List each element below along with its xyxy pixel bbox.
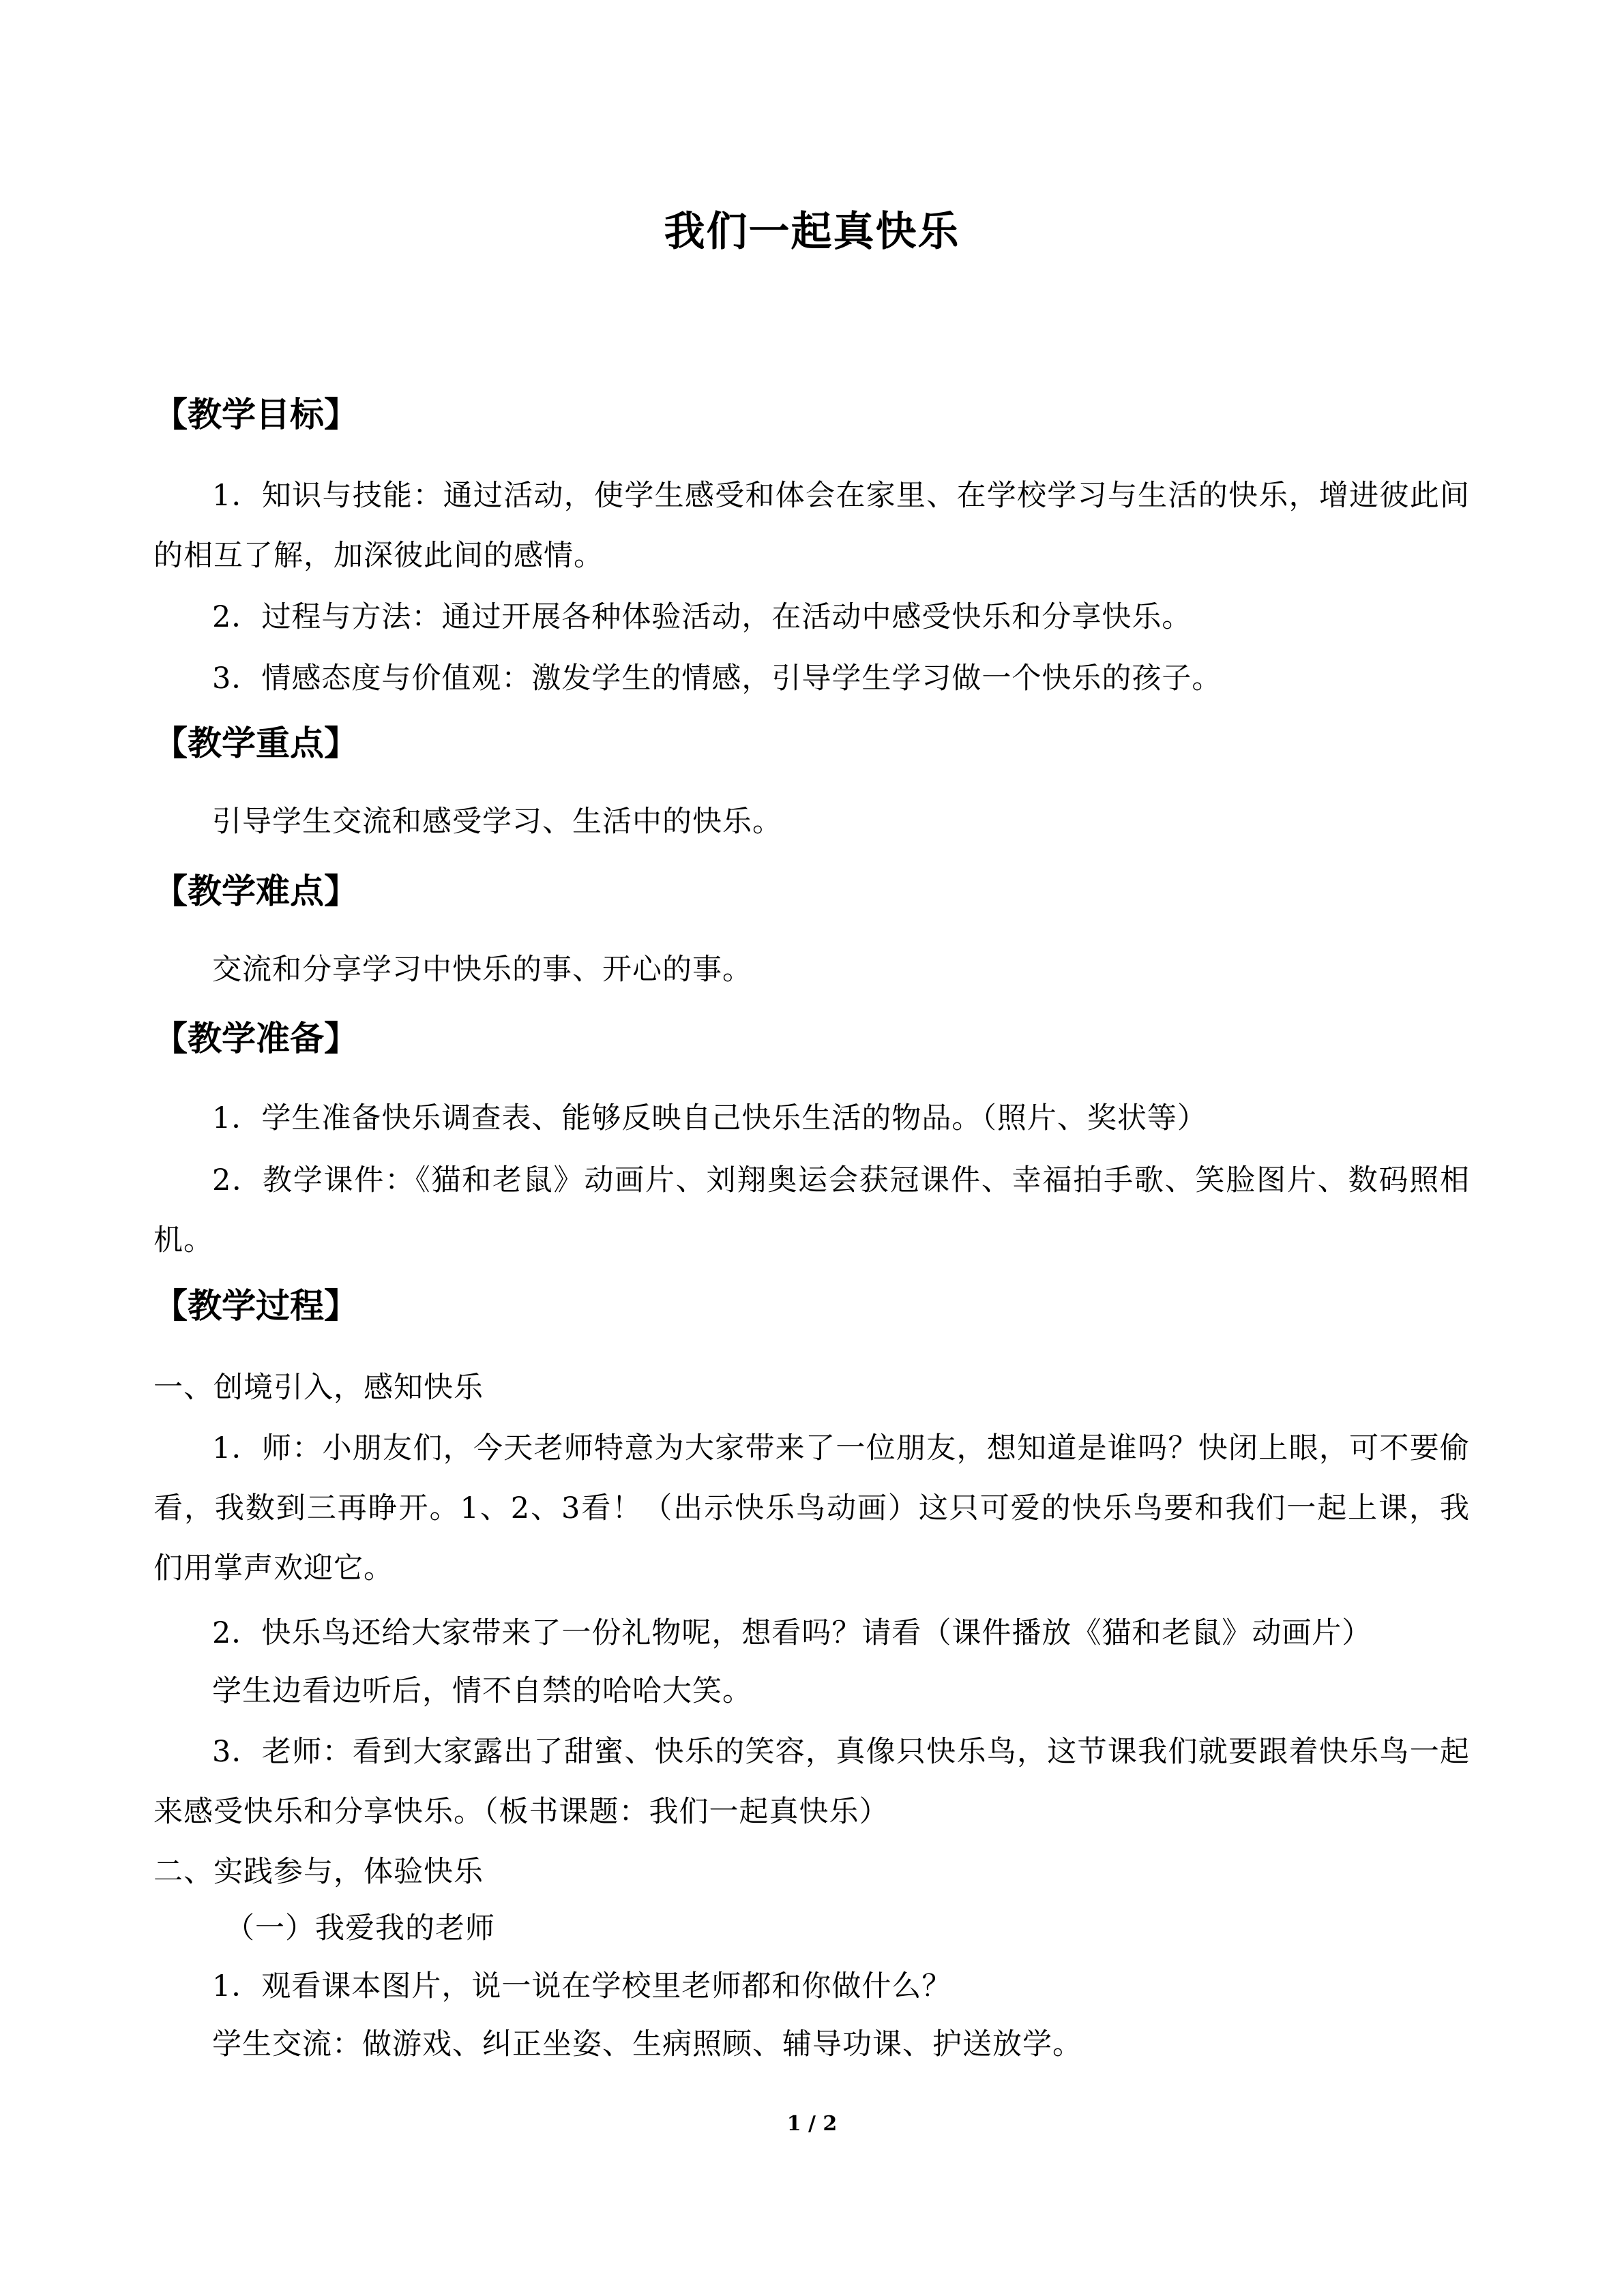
key-points-text: 引导学生交流和感受学习、生活中的快乐。 [212,805,782,839]
process-part2-item-1: 1．观看课本图片，说一说在学校里老师都和你做什么？ [212,1969,952,2003]
objective-item-2: 2．过程与方法：通过开展各种体验活动，在活动中感受快乐和分享快乐。 [212,600,1192,634]
process-part2-item-2: 学生交流：做游戏、纠正坐姿、生病照顾、辅导功课、护送放学。 [212,2027,1082,2061]
process-part2-subtitle: （一）我爱我的老师 [225,1911,495,1945]
objective-item-1: 1．知识与技能：通过活动，使学生感受和体会在家里、在学校学习与生活的快乐，增进彼此间的相互了解，加深彼此间的感情。 [153,479,1470,573]
process-part1-item-2-followup: 学生边看边听后，情不自禁的哈哈大笑。 [212,1674,752,1708]
heading-key-points: 【教学重点】 [153,724,358,763]
difficulties-text: 交流和分享学习中快乐的事、开心的事。 [212,953,752,987]
preparation-item-2: 2．教学课件：《猫和老鼠》动画片、刘翔奥运会获冠课件、幸福拍手歌、笑脸图片、数码照相机。 [153,1163,1470,1257]
process-part1-item-2: 2．快乐鸟还给大家带来了一份礼物呢，想看吗？请看（课件播放《猫和老鼠》动画片） [212,1616,1372,1650]
document-title: 我们一起真快乐 [664,208,960,256]
heading-objectives: 【教学目标】 [153,395,358,434]
heading-preparation: 【教学准备】 [153,1019,358,1058]
process-part1-item-3: 3．老师：看到大家露出了甜蜜、快乐的笑容，真像只快乐鸟，这节课我们就要跟着快乐鸟一起来感受快乐和分享快乐。（板书课题：我们一起真快乐） [153,1735,1470,1829]
heading-difficulties: 【教学难点】 [153,871,358,911]
page-number: 1 / 2 [786,2112,838,2136]
heading-process: 【教学过程】 [153,1286,358,1326]
objective-item-3: 3．情感态度与价值观：激发学生的情感，引导学生学习做一个快乐的孩子。 [212,661,1222,696]
process-part2-title: 二、实践参与，体验快乐 [153,1855,484,1889]
preparation-item-1: 1．学生准备快乐调查表、能够反映自己快乐生活的物品。（照片、奖状等） [212,1101,1207,1135]
process-part1-item-1: 1．师：小朋友们，今天老师特意为大家带来了一位朋友，想知道是谁吗？快闭上眼，可不要偷看，我数到三再睁开。1、2、3看！（出示快乐鸟动画）这只可爱的快乐鸟要和我们一起上课，我们用掌声欢迎它。 [153,1431,1470,1585]
process-part1-title: 一、创境引入，感知快乐 [153,1371,484,1405]
